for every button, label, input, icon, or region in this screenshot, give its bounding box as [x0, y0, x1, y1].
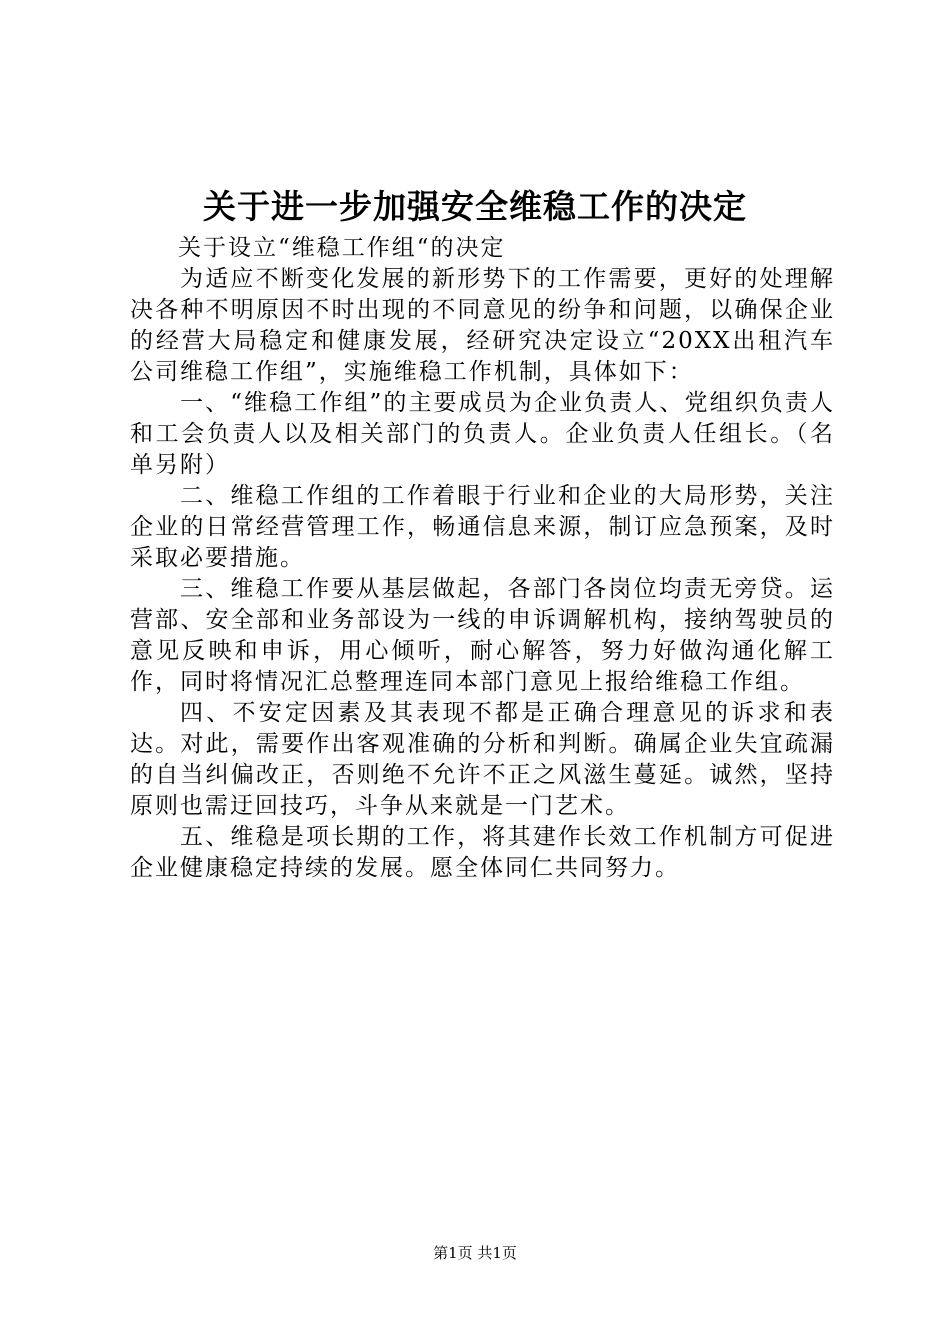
paragraph-item-4: 四、不安定因素及其表现不都是正确合理意见的诉求和表达。对此，需要作出客观准确的分析和判断。确属企业失宜疏漏的自当纠偏改正，否则绝不允许不正之风滋生蔓延。诚然，坚持原则也需迂回技巧，斗争从来就是一门艺术。: [130, 700, 835, 819]
paragraph-item-1: 一、“维稳工作组”的主要成员为企业负责人、党组织负责人和工会负责人以及相关部门的负责人。企业负责人任组长。（名单另附）: [130, 390, 835, 478]
page-number-footer: 第1页 共1页: [433, 1244, 517, 1262]
document-title: 关于进一步加强安全维稳工作的决定: [203, 187, 747, 226]
paragraph-item-2: 二、维稳工作组的工作着眼于行业和企业的大局形势，关注企业的日常经营管理工作，畅通信息来源，制订应急预案，及时采取必要措施。: [130, 483, 835, 571]
document-body: [130, 233, 835, 884]
document-subtitle: 关于设立“维稳工作组“的决定: [178, 235, 506, 261]
paragraph-item-5: 五、维稳是项长期的工作，将其建作长效工作机制方可促进企业健康稳定持续的发展。愿全体同仁共同努力。: [130, 824, 835, 881]
paragraph-item-3: 三、维稳工作要从基层做起，各部门各岗位均责无旁贷。运营部、安全部和业务部设为一线的申诉调解机构，接纳驾驶员的意见反映和申诉，用心倾听，耐心解答，努力好做沟通化解工作，同时将情况汇总整理连同本部门意见上报给维稳工作组。: [130, 576, 835, 695]
paragraph-intro: 为适应不断变化发展的新形势下的工作需要，更好的处理解决各种不明原因不时出现的不同意见的纷争和问题，以确保企业的经营大局稳定和健康发展，经研究决定设立“20XX出租汽车公司维稳工作组”，实施维稳工作机制，具体如下：: [130, 266, 835, 385]
